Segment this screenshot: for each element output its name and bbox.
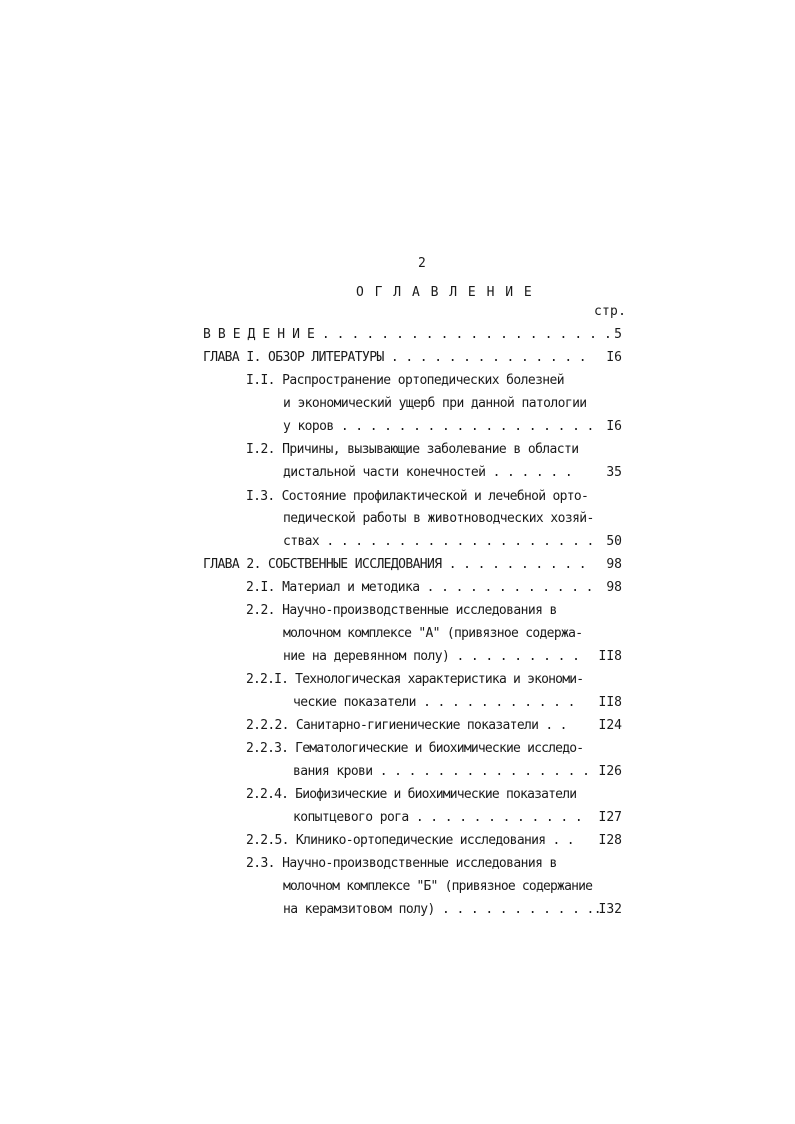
toc-entry-2-1: 2.I. Материал и методика . . . . . . . . . . . .	[246, 580, 593, 595]
toc-entry-2-2-1-line-1: 2.2.I. Технологическая характеристика и экономи-	[246, 672, 584, 687]
toc-entry-1-2-line-2: дистальной части конечностей . . . . . .	[283, 465, 573, 480]
toc-entry-2-2-1-line-2: ческие показатели . . . . . . . . . . .	[293, 695, 575, 710]
toc-page-1-2: 35	[606, 465, 622, 480]
toc-title: О Г Л А В Л Е Н И Е	[356, 285, 534, 300]
toc-entry-1-1-line-2: и экономический ущерб при данной патологии	[283, 396, 587, 411]
toc-entry-1-1-line-1: I.I. Распространение ортопедических болезней	[246, 373, 564, 388]
toc-entry-2-3-line-3: на керамзитовом полу) . . . . . . . . . . ..	[283, 902, 601, 917]
toc-entry-2-2-4-line-1: 2.2.4. Биофизические и биохимические показатели	[246, 787, 577, 802]
toc-entry-2-2-line-2: молочном комплексе "А" (привязное содержа-	[283, 626, 583, 641]
toc-page-2-2-1: II8	[598, 695, 622, 710]
toc-entry-1-3-line-1: I.3. Состояние профилактической и лечебной орто-	[246, 489, 589, 504]
toc-entry-2-3-line-1: 2.3. Научно-производственные исследования в	[246, 856, 557, 871]
toc-page-2-2-3: I26	[598, 764, 622, 779]
toc-entry-2-2-line-1: 2.2. Научно-производственные исследования в	[246, 603, 557, 618]
toc-page-2-2: II8	[598, 649, 622, 664]
toc-page-2-2-4: I27	[598, 810, 622, 825]
toc-page-2-2-5: I28	[598, 833, 622, 848]
toc-entry-2-2-4-line-2: копытцевого рога . . . . . . . . . . . .	[293, 810, 583, 825]
toc-entry-2-2-5: 2.2.5. Клинико-ортопедические исследования . .	[246, 833, 574, 848]
toc-entry-2-2-2: 2.2.2. Санитарно-гигиенические показатели . .	[246, 718, 567, 733]
toc-entry-1-2-line-1: I.2. Причины, вызывающие заболевание в области	[246, 442, 579, 457]
toc-page-introduction: 5	[614, 327, 622, 342]
toc-entry-1-1-line-3: у коров . . . . . . . . . . . . . . . . . .	[283, 419, 594, 434]
toc-page-chapter-2: 98	[606, 557, 622, 572]
toc-entry-chapter-2: ГЛАВА 2. СОБСТВЕННЫЕ ИССЛЕДОВАНИЯ . . . . . . . . . .	[203, 557, 587, 572]
toc-page-chapter-1: I6	[606, 350, 622, 365]
toc-entry-2-2-3-line-1: 2.2.3. Гематологические и биохимические исследо-	[246, 741, 584, 756]
page-number: 2	[418, 256, 427, 271]
toc-entry-chapter-1: ГЛАВА I. ОБЗОР ЛИТЕРАТУРЫ . . . . . . . . . . . . . .	[203, 350, 587, 365]
toc-entry-1-3-line-2: педической работы в животноводческих хозяй-	[283, 511, 594, 526]
toc-entry-1-3-line-3: ствах . . . . . . . . . . . . . . . . . . .	[283, 534, 594, 549]
toc-page-2-2-2: I24	[598, 718, 622, 733]
toc-page-1-3: 50	[606, 534, 622, 549]
toc-page-2-1: 98	[606, 580, 622, 595]
toc-entry-2-3-line-2: молочном комплексе "Б" (привязное содержание	[283, 879, 593, 894]
toc-entry-2-2-3-line-2: вания крови . . . . . . . . . . . . . . .	[293, 764, 590, 779]
page-column-label: стр.	[594, 304, 627, 319]
toc-entry-2-2-line-3: ние на деревянном полу) . . . . . . . . .	[283, 649, 580, 664]
toc-page-1-1: I6	[606, 419, 622, 434]
toc-page-2-3: I32	[598, 902, 622, 917]
toc-entry-introduction: В В Е Д Е Н И Е . . . . . . . . . . . . . . . . . . . .	[203, 327, 612, 342]
